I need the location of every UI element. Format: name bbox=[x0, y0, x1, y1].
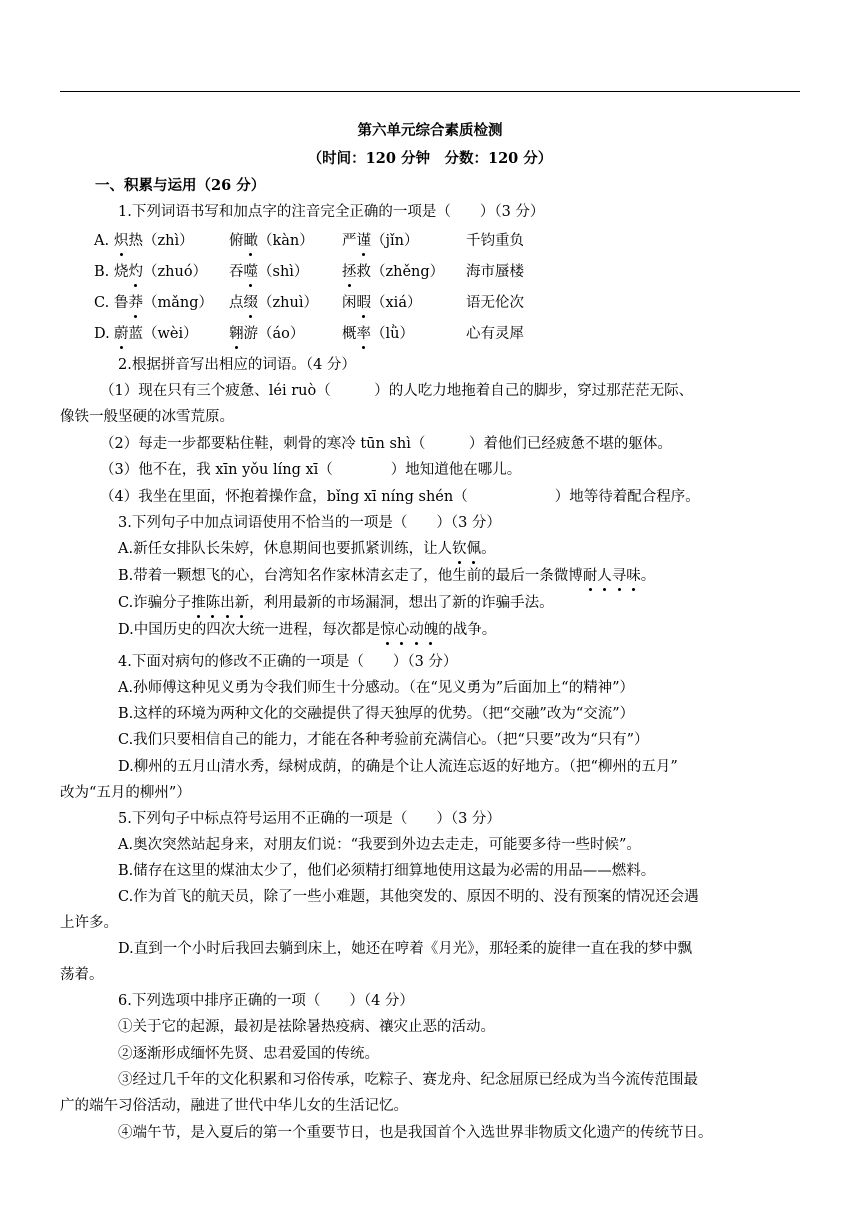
question-6-sentence-3: ③经过几千年的文化积累和习俗传承，吃粽子、赛龙舟、纪念屈原已经成为当今流传范围最 bbox=[118, 1072, 698, 1088]
question-6-stem: 6.下列选项中排序正确的一项（ ）（4 分） bbox=[118, 993, 414, 1009]
question-5-stem: 5.下列句子中标点符号运用不正确的一项是（ ）（3 分） bbox=[118, 811, 501, 827]
question-4-option-c: C.我们只要相信自己的能力，才能在各种考验前充满信心。（把“只要”改为“只有”） bbox=[118, 732, 649, 748]
dotted-char: 寻 bbox=[611, 568, 627, 584]
dotted-char: 心 bbox=[394, 622, 410, 638]
option-term bbox=[114, 231, 194, 251]
question-4-option-d-cont: 改为“五月的柳州”） bbox=[60, 785, 191, 801]
question-6-sentence-1: ①关于它的起源，最初是祛除暑热疫病、禳灾止恶的活动。 bbox=[118, 1019, 495, 1035]
dotted-char: 动 bbox=[409, 622, 424, 638]
dotted-char: 谨 bbox=[356, 233, 371, 249]
sentence-text: 。 bbox=[481, 541, 496, 557]
question-5-option-c-cont: 上许多。 bbox=[60, 915, 118, 931]
term-text: 点 bbox=[229, 295, 244, 311]
question-5-option-d: D.直到一个小时后我回去躺到床上，她还在哼着《月光》，那轻柔的旋律一直在我的梦中飘 bbox=[118, 941, 692, 957]
term-text: 热（zhì） bbox=[128, 233, 194, 249]
term-text: 严 bbox=[342, 233, 357, 249]
question-4-option-b: B.这样的环境为两种文化的交融提供了得天独厚的优势。（把“交融”改为“交流”） bbox=[118, 706, 635, 722]
question-2-item-4: （4）我坐在里面，怀抱着操作盒，bǐng xī níng shén（ ）地等待着配合程序。 bbox=[100, 489, 700, 505]
dotted-char: 率 bbox=[356, 326, 371, 342]
dotted-char: 拯 bbox=[342, 264, 357, 280]
term-text: 概 bbox=[342, 326, 357, 342]
question-2-item-2: （2）每走一步都要粘住鞋，刺骨的寒冷 tūn shì（ ）着他们已经疲惫不堪的躯体。 bbox=[100, 436, 672, 452]
option-term bbox=[342, 293, 421, 313]
dotted-char: 佩 bbox=[466, 541, 482, 557]
sentence-text: 的战争。 bbox=[438, 622, 497, 638]
option-term bbox=[342, 324, 414, 344]
question-3-stem: 3.下列句子中加点词语使用不恰当的一项是（ ）（3 分） bbox=[118, 515, 501, 531]
section-heading: 一、积累与运用（26 分） bbox=[95, 177, 266, 194]
question-4-option-a: A.孙师傅这种见义勇为令我们师生十分感动。（在“见义勇为”后面加上“的精神”） bbox=[118, 680, 634, 696]
term-text: 游（áo） bbox=[243, 326, 305, 342]
option-term bbox=[466, 324, 524, 344]
term-text: （jǐn） bbox=[371, 233, 419, 249]
option-term bbox=[466, 262, 524, 282]
term-text: 心有灵犀 bbox=[466, 326, 524, 342]
question-2-stem: 2.根据拼音写出相应的词语。（4 分） bbox=[118, 357, 356, 373]
option-term bbox=[342, 262, 444, 282]
option-term bbox=[342, 231, 418, 251]
question-5-option-b: B.储存在这里的煤油太少了，他们必须精打细算地使用这最为必需的用品——燃料。 bbox=[118, 863, 656, 879]
dotted-char: 翱 bbox=[229, 326, 244, 342]
dotted-char: 暇 bbox=[356, 295, 371, 311]
term-text: （lǜ） bbox=[371, 326, 414, 342]
dotted-char: 人 bbox=[597, 568, 612, 584]
term-text: 鲁 bbox=[114, 295, 129, 311]
dotted-char: 瞰 bbox=[243, 233, 258, 249]
term-text: 语无伦次 bbox=[466, 295, 524, 311]
option-term bbox=[229, 293, 318, 313]
option-label: C. bbox=[94, 295, 110, 311]
question-3-option-d bbox=[118, 620, 496, 640]
dotted-char: 缀 bbox=[243, 295, 258, 311]
dotted-char: 耐 bbox=[582, 568, 598, 584]
term-text: （zhuó） bbox=[143, 264, 208, 280]
question-5-option-d-cont: 荡着。 bbox=[60, 967, 104, 983]
dotted-char: 噬 bbox=[243, 264, 258, 280]
header-rule bbox=[60, 91, 800, 92]
dotted-char: 钦 bbox=[452, 541, 467, 557]
sentence-text: B.带着一颗想飞的心，台湾知名作家林清玄走了，他生前的最后一条微博 bbox=[118, 568, 583, 584]
question-4-stem: 4.下面对病句的修改不正确的一项是（ ）（3 分） bbox=[118, 654, 458, 670]
option-term bbox=[229, 262, 308, 282]
option-term bbox=[114, 262, 207, 282]
dotted-char: 蔚 bbox=[114, 326, 129, 342]
option-label: D. bbox=[94, 326, 110, 342]
question-6-sentence-4: ④端午节，是入夏后的第一个重要节日，也是我国首个入选世界非物质文化遗产的传统节日。 bbox=[118, 1125, 713, 1141]
sentence-text: C.诈骗分子 bbox=[118, 595, 192, 611]
dotted-char: 味 bbox=[626, 568, 641, 584]
question-3-option-c bbox=[118, 593, 554, 613]
dotted-char: 炽 bbox=[114, 233, 129, 249]
sentence-text: A.新任女排队长朱婷，休息期间也要抓紧训练，让人 bbox=[118, 541, 453, 557]
dotted-char: 莽 bbox=[128, 295, 143, 311]
term-text: （xiá） bbox=[371, 295, 422, 311]
term-text: 烧 bbox=[114, 264, 129, 280]
question-5-option-a: A.奥次突然站起身来，对朋友们说：“我要到外边去走走，可能要多待一些时候”。 bbox=[118, 837, 641, 853]
dotted-char: 推 bbox=[191, 595, 206, 611]
term-text: 救（zhěng） bbox=[356, 264, 445, 280]
option-label: B. bbox=[94, 264, 110, 280]
dotted-char: 陈 bbox=[205, 595, 221, 611]
option-term bbox=[466, 293, 524, 313]
term-text: 闲 bbox=[342, 295, 357, 311]
option-term bbox=[229, 231, 314, 251]
sentence-text: ，利用最新的市场漏洞，想出了新的诈骗手法。 bbox=[249, 595, 554, 611]
dotted-char: 惊 bbox=[380, 622, 395, 638]
term-text: （shì） bbox=[258, 264, 309, 280]
term-text: 蓝（wèi） bbox=[128, 326, 198, 342]
question-3-option-a bbox=[118, 539, 496, 559]
question-5-option-c: C.作为首飞的航天员，除了一些小难题，其他突发的、原因不明的、没有预案的情况还会遇 bbox=[118, 889, 699, 905]
dotted-char: 魄 bbox=[423, 622, 439, 638]
question-2-item-1: （1）现在只有三个疲惫、léi ruò（ ）的人吃力地拖着自己的脚步，穿过那茫茫无际、 bbox=[100, 383, 694, 399]
question-2-item-3: （3）他不在，我 xīn yǒu líng xī（ ）地知道他在哪儿。 bbox=[100, 462, 522, 478]
term-text: 俯 bbox=[229, 233, 244, 249]
question-4-option-d: D.柳州的五月山清水秀，绿树成荫，的确是个让人流连忘返的好地方。（把“柳州的五月” bbox=[118, 759, 678, 775]
question-6-sentence-3-cont: 广的端午习俗活动，融进了世代中华儿女的生活记忆。 bbox=[60, 1098, 408, 1114]
page-subtitle: （时间：120 分钟 分数：120 分） bbox=[307, 150, 553, 167]
option-term bbox=[114, 293, 213, 313]
term-text: 海市蜃楼 bbox=[466, 264, 524, 280]
question-2-item-1-cont: 像铁一般坚硬的冰雪荒原。 bbox=[60, 409, 234, 425]
option-term bbox=[114, 324, 198, 344]
dotted-char: 出 bbox=[220, 595, 235, 611]
sentence-text: 。 bbox=[640, 568, 656, 584]
dotted-char: 灼 bbox=[128, 264, 143, 280]
page-title: 第六单元综合素质检测 bbox=[357, 122, 503, 139]
option-label: A. bbox=[94, 233, 110, 249]
term-text: （kàn） bbox=[258, 233, 314, 249]
option-term bbox=[229, 324, 304, 344]
term-text: 千钧重负 bbox=[466, 233, 524, 249]
dotted-char: 新 bbox=[234, 595, 250, 611]
question-3-option-b bbox=[118, 566, 655, 586]
term-text: （mǎng） bbox=[143, 295, 214, 311]
sentence-text: D.中国历史的四次大统一进程，每次都是 bbox=[118, 622, 381, 638]
question-1-stem: 1.下列词语书写和加点字的注音完全正确的一项是（ ）（3 分） bbox=[118, 204, 545, 220]
term-text: （zhuì） bbox=[258, 295, 318, 311]
term-text: 吞 bbox=[229, 264, 244, 280]
option-term bbox=[466, 231, 524, 251]
question-6-sentence-2: ②逐渐形成缅怀先贤、忠君爱国的传统。 bbox=[118, 1046, 379, 1062]
